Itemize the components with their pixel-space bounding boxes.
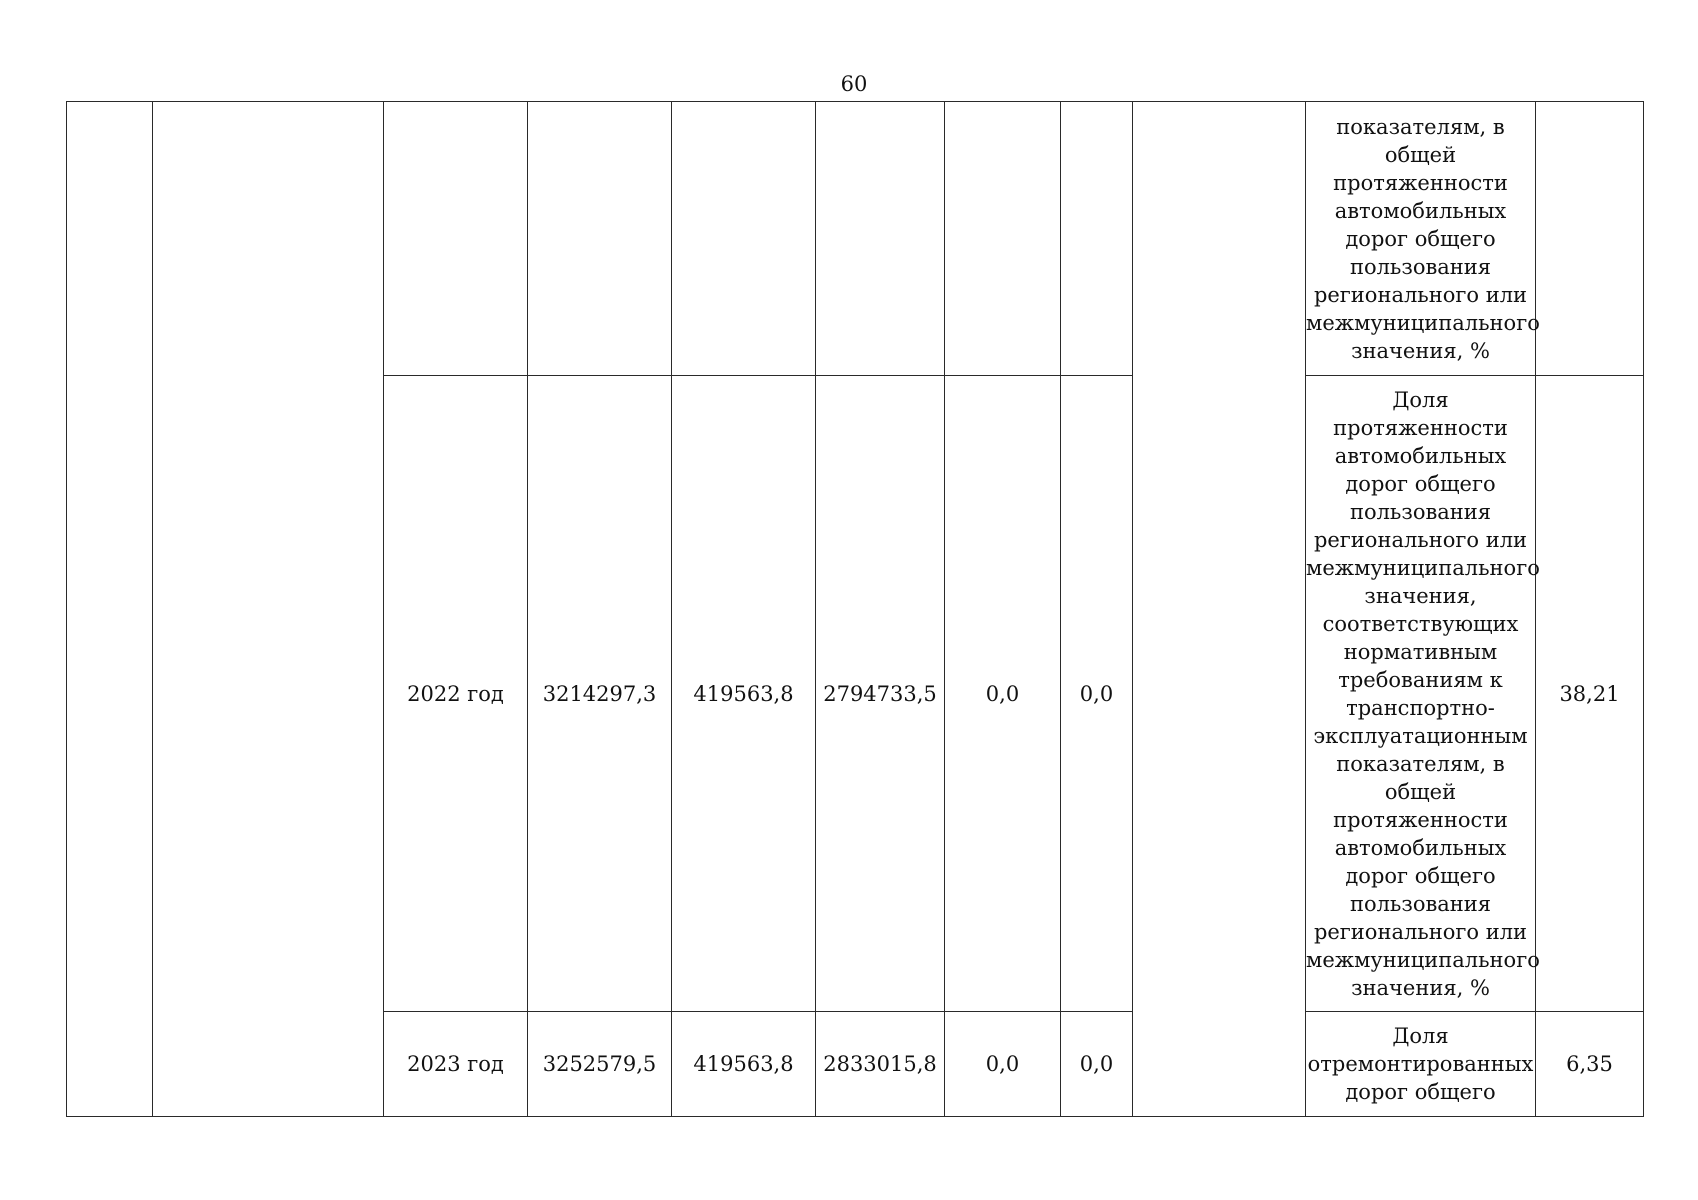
indicator-line: общей (1384, 779, 1457, 804)
cell-year: 2023 год (384, 1012, 528, 1117)
indicator-line: автомобильных (1334, 198, 1507, 223)
indicator-line: пользования (1349, 254, 1492, 279)
cell-source-c: 0,0 (945, 376, 1061, 1012)
indicator-line: нормативным (1343, 639, 1498, 664)
indicator-line: дорог общего (1345, 863, 1496, 888)
cell-source-a (672, 102, 816, 376)
indicator-line: значения, % (1351, 338, 1490, 363)
cell-source-b: 2794733,5 (816, 376, 945, 1012)
indicator-line: регионального или (1313, 527, 1528, 552)
cell-total: 3214297,3 (528, 376, 672, 1012)
cell-source-b (816, 102, 945, 376)
cell-value: 38,21 (1536, 376, 1644, 1012)
cell-year: 2022 год (384, 376, 528, 1012)
cell-executor (1133, 102, 1306, 1117)
cell-total (528, 102, 672, 376)
cell-source-a: 419563,8 (672, 1012, 816, 1117)
cell-event-name (153, 102, 384, 1117)
indicator-line: Доля (1392, 1024, 1449, 1048)
indicator-line: транспортно- (1346, 695, 1495, 720)
cell-indicator (1306, 1012, 1536, 1117)
indicator-line: автомобильных (1334, 443, 1507, 468)
indicator-line: показателям, в (1336, 751, 1505, 776)
indicator-line: межмуниципального (1306, 555, 1540, 580)
indicator-line: протяженности (1333, 170, 1508, 195)
indicator-line: протяженности (1333, 415, 1508, 440)
cell-value (1536, 102, 1644, 376)
cell-source-d: 0,0 (1061, 1012, 1133, 1117)
indicator-line: показателям, в (1336, 114, 1505, 139)
indicator-line: пользования (1349, 499, 1492, 524)
indicator-line: соответствующих (1322, 611, 1519, 636)
indicator-line: пользования (1349, 891, 1492, 916)
data-table (66, 101, 1644, 1117)
table-row (67, 102, 1644, 376)
cell-year (384, 102, 528, 376)
indicator-line: Доля (1392, 387, 1449, 412)
cell-source-a: 419563,8 (672, 376, 816, 1012)
cell-source-d: 0,0 (1061, 376, 1133, 1012)
indicator-line: эксплуатационным (1313, 723, 1528, 748)
cell-indicator (1306, 376, 1540, 1012)
page-number: 60 (840, 72, 868, 96)
indicator-line: дорог общего (1345, 1080, 1496, 1104)
cell-source-d (1061, 102, 1133, 376)
indicator-line: межмуниципального (1306, 947, 1540, 972)
indicator-line: межмуниципального (1306, 310, 1540, 335)
cell-value: 6,35 (1536, 1012, 1644, 1117)
cell-total: 3252579,5 (528, 1012, 672, 1117)
indicator-line: автомобильных (1334, 835, 1507, 860)
indicator-line: отремонтированных (1307, 1052, 1534, 1076)
indicator-line: общей (1384, 142, 1457, 167)
indicator-line: требованиям к (1338, 667, 1503, 692)
cell-source-b: 2833015,8 (816, 1012, 945, 1117)
indicator-line: регионального или (1313, 919, 1528, 944)
indicator-line: значения, % (1351, 975, 1490, 1000)
indicator-line: протяженности (1333, 807, 1508, 832)
indicator-line: значения, (1364, 583, 1477, 608)
cell-source-c: 0,0 (945, 1012, 1061, 1117)
cell-indicator (1306, 102, 1540, 376)
indicator-line: регионального или (1313, 282, 1528, 307)
indicator-line: дорог общего (1345, 226, 1496, 251)
indicator-line: дорог общего (1345, 471, 1496, 496)
cell-source-c (945, 102, 1061, 376)
cell-number (67, 102, 153, 1117)
